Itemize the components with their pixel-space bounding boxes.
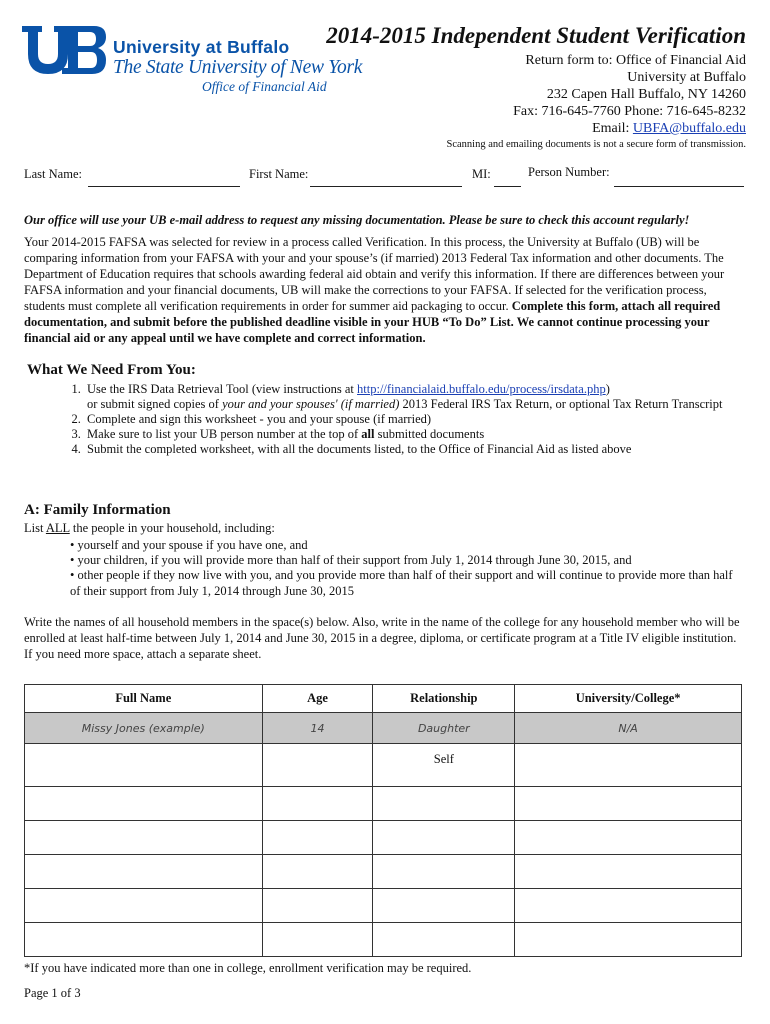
name-cell[interactable] — [25, 744, 263, 787]
needs-list — [24, 382, 760, 457]
example-name: Missy Jones (example) — [25, 713, 263, 744]
email-link[interactable]: UBFA@buffalo.edu — [632, 121, 746, 136]
name-cell[interactable] — [25, 821, 263, 855]
household-bullet-3: • other people if they now live with you, and you provide more than half of their support and will continue to provide more than half of their support from July 1, 2014 through June 30, 2015 — [70, 568, 733, 598]
email-notice: Our office will use your UB e-mail address to request any missing documentation. Please be sure to check this account regularly! — [24, 213, 690, 227]
example-age: 14 — [262, 713, 373, 744]
relationship-cell-self: Self — [373, 744, 515, 787]
person-number-field[interactable] — [614, 186, 744, 187]
email-label: Email: — [592, 121, 630, 136]
age-cell[interactable] — [262, 889, 373, 923]
family-list-intro — [24, 521, 275, 536]
intro-paragraph — [24, 234, 740, 346]
page-number: Page 1 of 3 — [24, 986, 81, 1000]
step1-close: ) — [605, 382, 610, 396]
logo-university-name: University at Buffalo — [113, 37, 290, 57]
household-table — [24, 684, 742, 957]
last-name-label: Last Name: — [24, 167, 82, 181]
age-cell[interactable] — [262, 821, 373, 855]
table-row — [25, 787, 742, 821]
list-intro-a: List — [24, 521, 46, 535]
college-cell[interactable] — [515, 787, 742, 821]
step3-bold: all — [361, 427, 375, 441]
list-item — [84, 427, 760, 442]
age-cell[interactable] — [262, 923, 373, 957]
list-item: 4. Submit the completed worksheet, with all the documents listed, to the Office of Financial Aid as listed above — [84, 442, 760, 457]
step1-italic: your and your spouses' (if married) — [222, 397, 400, 411]
intro-bold-text: Complete this form, attach all required documentation, and submit before the published deadline visible in your HUB “To Do” List. We cannot continue processing your financial aid or any appeal until we have complete and correct information. — [24, 299, 721, 345]
relationship-cell[interactable] — [373, 889, 515, 923]
col-header-full-name: Full Name — [25, 685, 263, 713]
family-heading: A: Family Information — [24, 502, 171, 518]
table-row — [25, 923, 742, 957]
relationship-cell[interactable] — [373, 787, 515, 821]
family-instructions: Write the names of all household members in the space(s) below. Also, write in the name of the college for any household member who will be enrolled at least half-time between July 1, 2014 and June 30, 2015 in a degree, diploma, or certificate program at a Title IV eligible institution. If you need more space, attach a separate sheet. — [24, 615, 740, 661]
step3-text-2: submitted documents — [374, 427, 485, 441]
intro-text: Your 2014-2015 FAFSA was selected for review in a process called Verification. In this process, the University at Buffalo (UB) will be comparing information from your FAFSA with your and your spouse’s (if married) 2013 Federal Tax information and other documents. The Department of Education requires that schools awarding federal aid obtain and verify this information. If there are differences between your FAFSA information and your financial documents, UB will make the corrections to your FAFSA. If selected for the verification process, students must complete all verification requirements in order for summer aid packaging to occur. — [24, 235, 725, 313]
email-line — [592, 120, 746, 138]
relationship-cell[interactable] — [373, 821, 515, 855]
scan-note: Scanning and emailing documents is not a secure form of transmission. — [446, 139, 746, 150]
name-cell[interactable] — [25, 787, 263, 821]
example-relationship: Daughter — [373, 713, 515, 744]
mi-label: MI: — [472, 167, 491, 181]
ub-logo-icon — [22, 26, 106, 74]
age-cell[interactable] — [262, 855, 373, 889]
mi-field[interactable] — [494, 186, 521, 187]
address-line-1: University at Buffalo — [627, 70, 746, 85]
irs-link[interactable]: http://financialaid.buffalo.edu/process/irsdata.php — [357, 382, 606, 396]
col-header-relationship: Relationship — [373, 685, 515, 713]
name-cell[interactable] — [25, 889, 263, 923]
age-cell[interactable] — [262, 787, 373, 821]
list-item — [84, 382, 760, 412]
college-cell[interactable] — [515, 744, 742, 787]
age-cell[interactable] — [262, 744, 373, 787]
col-header-age: Age — [262, 685, 373, 713]
name-cell[interactable] — [25, 855, 263, 889]
table-row — [25, 855, 742, 889]
household-bullet-1: • yourself and your spouse if you have one, and — [70, 538, 308, 552]
logo-office-name: Office of Financial Aid — [202, 79, 327, 94]
table-header-row — [25, 685, 742, 713]
name-cell[interactable] — [25, 923, 263, 957]
table-row — [25, 821, 742, 855]
step1-text-3: 2013 Federal IRS Tax Return, or optional Tax Return Transcript — [399, 397, 723, 411]
example-college: N/A — [515, 713, 742, 744]
list-item: 2. Complete and sign this worksheet - you and your spouse (if married) — [84, 412, 760, 427]
first-name-label: First Name: — [249, 167, 309, 181]
person-number-label: Person Number: — [528, 165, 610, 179]
college-cell[interactable] — [515, 821, 742, 855]
example-row — [25, 713, 742, 744]
fax-phone-line: Fax: 716-645-7760 Phone: 716-645-8232 — [513, 104, 746, 119]
college-cell[interactable] — [515, 889, 742, 923]
college-cell[interactable] — [515, 855, 742, 889]
last-name-field[interactable] — [88, 186, 240, 187]
relationship-cell[interactable] — [373, 923, 515, 957]
step1-text-2: or submit signed copies of — [87, 397, 223, 411]
household-bullet-2: • your children, if you will provide more than half of their support from July 1, 2014 through June 30, 2015, and — [70, 553, 632, 567]
enrollment-footnote: *If you have indicated more than one in college, enrollment verification may be required. — [24, 961, 472, 975]
col-header-college: University/College* — [515, 685, 742, 713]
college-cell[interactable] — [515, 923, 742, 957]
table-row — [25, 889, 742, 923]
page-title: 2014-2015 Independent Student Verification — [326, 23, 746, 48]
step1-text: Use the IRS Data Retrieval Tool (view instructions at — [87, 382, 358, 396]
list-intro-all: ALL — [45, 521, 70, 535]
table-row — [25, 744, 742, 787]
needs-heading: What We Need From You: — [27, 362, 196, 378]
logo-suny-name: The State University of New York — [113, 57, 363, 78]
return-line: Return form to: Office of Financial Aid — [525, 53, 746, 68]
list-intro-b: the people in your household, including: — [69, 521, 275, 535]
step3-text: Make sure to list your UB person number at the top of — [87, 427, 362, 441]
first-name-field[interactable] — [310, 186, 462, 187]
address-line-2: 232 Capen Hall Buffalo, NY 14260 — [546, 87, 746, 102]
relationship-cell[interactable] — [373, 855, 515, 889]
